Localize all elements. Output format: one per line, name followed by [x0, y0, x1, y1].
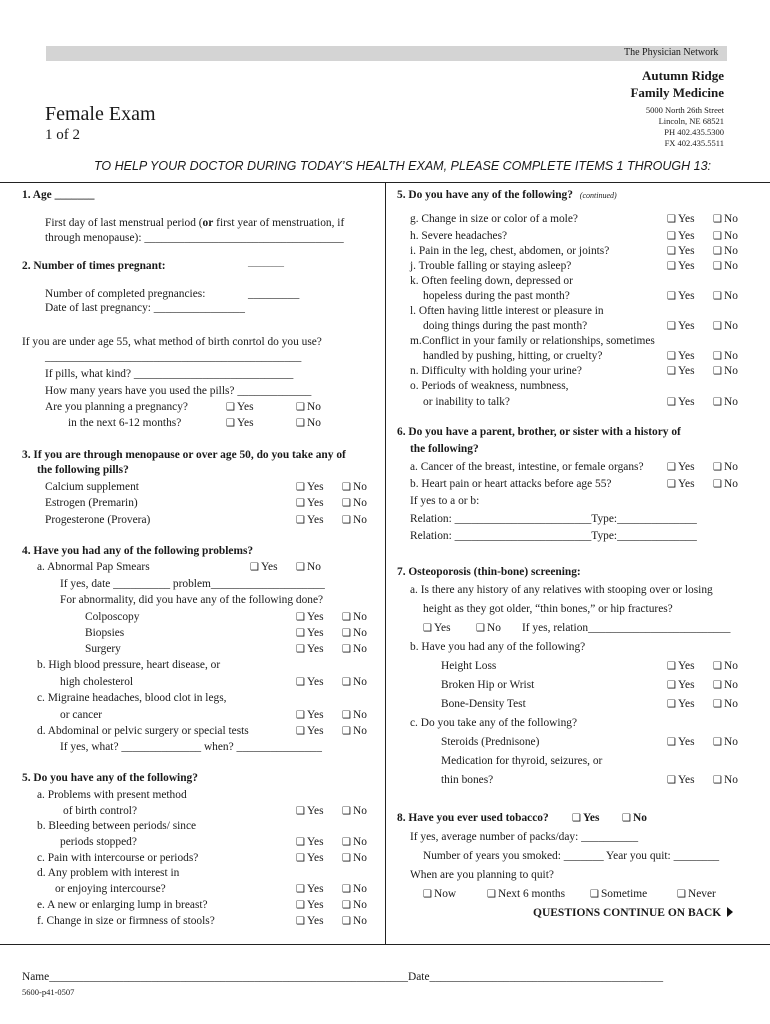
q2-completed: Number of completed pregnancies: — [45, 288, 206, 300]
q6a-cancer: a. Cancer of the breast, intestine, or female organs? — [410, 461, 644, 473]
q7-label: 7. Osteoporosis (thin-bone) screening: — [397, 566, 581, 578]
column-divider — [385, 182, 386, 944]
q5g-no[interactable]: ❑ No — [713, 213, 738, 225]
clinic-name-line1: Autumn Ridge — [642, 68, 724, 83]
page-number: 1 of 2 — [45, 127, 80, 143]
q5m-no[interactable]: ❑ No — [713, 350, 738, 362]
clinic-address1: 5000 North 26th Street — [645, 105, 724, 115]
q7b-hip-no[interactable]: ❑ No — [713, 679, 738, 691]
q7a-no[interactable]: ❑ No — [476, 622, 501, 634]
q3-item-calcium: Calcium supplement — [45, 481, 139, 493]
q4a-pap: a. Abnormal Pap Smears — [37, 561, 150, 573]
q7b-broken-hip: Broken Hip or Wrist — [441, 679, 535, 691]
q3-item-estrogen: Estrogen (Premarin) — [45, 497, 138, 509]
q5-label: 5. Do you have any of the following? — [22, 772, 198, 784]
q5k-no[interactable]: ❑ No — [713, 290, 738, 302]
q5k-line2: hopeless during the past month? — [423, 290, 570, 302]
q4c-line1: c. Migraine headaches, blood clot in legs, — [37, 692, 227, 704]
q4a-biopsies: Biopsies — [85, 627, 125, 639]
continue-note: QUESTIONS CONTINUE ON BACK — [533, 907, 733, 919]
q5j-sleep: j. Trouble falling or staying asleep? — [410, 260, 572, 272]
q8-never[interactable]: ❑ Never — [677, 888, 716, 900]
q5f-stools: f. Change in size or firmness of stools? — [37, 915, 215, 927]
q5m-line1: m.Conflict in your family or relationships, sometimes — [410, 335, 655, 347]
q5l-line2: doing things during the past month? — [423, 320, 588, 332]
q5l-line1: l. Often having little interest or pleasure in — [410, 305, 604, 317]
q6b-no[interactable]: ❑ No — [713, 478, 738, 490]
q5j-yes[interactable]: ❑ Yes — [667, 260, 695, 272]
q4a-surgery-yes[interactable]: ❑ Yes — [296, 643, 324, 655]
q2-blank[interactable]: _________ — [248, 259, 284, 268]
q8-label: 8. Have you ever used tobacco? — [397, 812, 549, 824]
q4b-no[interactable]: ❑ No — [342, 676, 367, 688]
q5n-yes[interactable]: ❑ Yes — [667, 365, 695, 377]
q5d-yes[interactable]: ❑ Yes — [296, 883, 324, 895]
q5k-yes[interactable]: ❑ Yes — [667, 290, 695, 302]
q4a-surgery: Surgery — [85, 643, 121, 655]
q5g-yes[interactable]: ❑ Yes — [667, 213, 695, 225]
q7c-steroids: Steroids (Prednisone) — [441, 736, 540, 748]
q4d-what-when: If yes, what? ______________ when? _______________ — [60, 741, 322, 753]
q5e-yes[interactable]: ❑ Yes — [296, 899, 324, 911]
instructions: TO HELP YOUR DOCTOR DURING TODAY’S HEALTH EXAM, PLEASE COMPLETE ITEMS 1 THROUGH 13: — [94, 159, 712, 173]
q8-next-6-months[interactable]: ❑ Next 6 months — [487, 888, 565, 900]
q7b-height-loss: Height Loss — [441, 660, 497, 672]
q4a-colposcopy-no[interactable]: ❑ No — [342, 611, 367, 623]
q7c-steroids-yes[interactable]: ❑ Yes — [667, 736, 695, 748]
pills-years: How many years have you used the pills? _____________ — [45, 385, 312, 397]
q5l-no[interactable]: ❑ No — [713, 320, 738, 332]
q5a-no[interactable]: ❑ No — [342, 805, 367, 817]
q4a-biopsies-no[interactable]: ❑ No — [342, 627, 367, 639]
arrow-right-icon — [727, 907, 733, 917]
q3-calcium-no[interactable]: ❑ No — [342, 481, 367, 493]
planning-when: in the next 6-12 months? — [68, 417, 182, 429]
planning-when-no[interactable]: ❑ No — [296, 417, 321, 429]
q3-label: 3. If you are through menopause or over age 50, do you take any of — [22, 449, 346, 461]
q4d-yes[interactable]: ❑ Yes — [296, 725, 324, 737]
q5d-line1: d. Any problem with interest in — [37, 867, 180, 879]
q5i-no[interactable]: ❑ No — [713, 245, 738, 257]
q5k-line1: k. Often feeling down, depressed or — [410, 275, 573, 287]
q6-if-yes: If yes to a or b: — [410, 495, 480, 507]
q4a-abnormality: For abnormality, did you have any of the following done? — [60, 594, 324, 606]
q5o-line1: o. Periods of weakness, numbness, — [410, 380, 569, 392]
q7b-height-no[interactable]: ❑ No — [713, 660, 738, 672]
q4d-no[interactable]: ❑ No — [342, 725, 367, 737]
q7c-medication-line2: thin bones? — [441, 774, 494, 786]
q5i-pain: i. Pain in the leg, chest, abdomen, or joints? — [410, 245, 610, 257]
q3-progesterone-no[interactable]: ❑ No — [342, 514, 367, 526]
q7c-med-no[interactable]: ❑ No — [713, 774, 738, 786]
q5d-no[interactable]: ❑ No — [342, 883, 367, 895]
q4d-surgery: d. Abdominal or pelvic surgery or special tests — [37, 725, 249, 737]
q6b-heart: b. Heart pain or heart attacks before age 55? — [410, 478, 612, 490]
form-code: 5600-p41-0507 — [22, 987, 75, 997]
q5e-lump: e. A new or enlarging lump in breast? — [37, 899, 208, 911]
q5c-pain: c. Pain with intercourse or periods? — [37, 852, 199, 864]
q5c-no[interactable]: ❑ No — [342, 852, 367, 864]
q3-item-progesterone: Progesterone (Provera) — [45, 514, 151, 526]
q4b-line2: high cholesterol — [60, 676, 134, 688]
q3-calcium-yes[interactable]: ❑ Yes — [296, 481, 324, 493]
birth-control-blank[interactable]: _____________________________________________ — [45, 351, 302, 363]
q5b-line1: b. Bleeding between periods/ since — [37, 820, 197, 832]
q4a-no[interactable]: ❑ No — [296, 561, 321, 573]
clinic-address2: Lincoln, NE 68521 — [658, 116, 724, 126]
clinic-phone: PH 402.435.5300 — [664, 127, 724, 137]
q5m-yes[interactable]: ❑ Yes — [667, 350, 695, 362]
q8-now[interactable]: ❑ Now — [423, 888, 456, 900]
planning-yes[interactable]: ❑ Yes — [226, 401, 254, 413]
clinic-name-line2: Family Medicine — [630, 85, 724, 100]
q6-label2: the following? — [410, 443, 479, 455]
q2-last-pregnancy: Date of last pregnancy: ________________ — [45, 302, 245, 314]
q7b-label: b. Have you had any of the following? — [410, 641, 586, 653]
q5h-no[interactable]: ❑ No — [713, 230, 738, 242]
q4a-yes[interactable]: ❑ Yes — [250, 561, 278, 573]
q5n-urine: n. Difficulty with holding your urine? — [410, 365, 582, 377]
q5m-line2: handled by pushing, hitting, or cruelty? — [423, 350, 603, 362]
q5a-line1: a. Problems with present method — [37, 789, 187, 801]
network-name: The Physician Network — [624, 47, 719, 58]
q5i-yes[interactable]: ❑ Yes — [667, 245, 695, 257]
q3-label2: the following pills? — [37, 464, 129, 476]
name-date-line[interactable]: Name_______________________________________________________________Date_________________________________________ — [22, 971, 664, 983]
q5a-line2: of birth control? — [63, 805, 138, 817]
q5a-yes[interactable]: ❑ Yes — [296, 805, 324, 817]
q5o-line2: or inability to talk? — [423, 396, 510, 408]
q5b-yes[interactable]: ❑ Yes — [296, 836, 324, 848]
divider-bottom — [0, 944, 770, 945]
q7c-medication-line1: Medication for thyroid, seizures, or — [441, 755, 603, 767]
q5b-line2: periods stopped? — [60, 836, 137, 848]
q5o-yes[interactable]: ❑ Yes — [667, 396, 695, 408]
q3-estrogen-yes[interactable]: ❑ Yes — [296, 497, 324, 509]
q7c-med-yes[interactable]: ❑ Yes — [667, 774, 695, 786]
q3-estrogen-no[interactable]: ❑ No — [342, 497, 367, 509]
q7b-density-yes[interactable]: ❑ Yes — [667, 698, 695, 710]
q8-no[interactable]: ❑ No — [622, 812, 647, 824]
q1-period-line1: First day of last menstrual period (or first year of menstruation, if — [45, 217, 345, 229]
pills-kind: If pills, what kind? ____________________________ — [45, 368, 294, 380]
q5e-no[interactable]: ❑ No — [342, 899, 367, 911]
q7b-hip-yes[interactable]: ❑ Yes — [667, 679, 695, 691]
q5l-yes[interactable]: ❑ Yes — [667, 320, 695, 332]
q5h-yes[interactable]: ❑ Yes — [667, 230, 695, 242]
q8-yes[interactable]: ❑ Yes — [572, 812, 599, 824]
q1-period-line2: through menopause): ___________________________________ — [45, 232, 344, 244]
q1-age: 1. Age _______ — [22, 189, 95, 201]
q5g-mole: g. Change in size or color of a mole? — [410, 213, 578, 225]
q5c-yes[interactable]: ❑ Yes — [296, 852, 324, 864]
q4b-yes[interactable]: ❑ Yes — [296, 676, 324, 688]
q4a-biopsies-yes[interactable]: ❑ Yes — [296, 627, 324, 639]
planning-when-yes[interactable]: ❑ Yes — [226, 417, 254, 429]
q5h-headaches: h. Severe headaches? — [410, 230, 508, 242]
q7a-relation: If yes, relation_________________________ — [522, 622, 731, 634]
q4a-surgery-no[interactable]: ❑ No — [342, 643, 367, 655]
q5n-no[interactable]: ❑ No — [713, 365, 738, 377]
q4c-no[interactable]: ❑ No — [342, 709, 367, 721]
q8-sometime[interactable]: ❑ Sometime — [590, 888, 647, 900]
page-title: Female Exam — [45, 103, 156, 125]
planning-pregnancy: Are you planning a pregnancy? — [45, 401, 188, 413]
q8-plan: When are you planning to quit? — [410, 869, 554, 881]
q4a-colposcopy-yes[interactable]: ❑ Yes — [296, 611, 324, 623]
q4a-date-problem: If yes, date __________ problem____________________ — [60, 578, 325, 590]
q2-completed-blank[interactable]: _________ — [248, 288, 300, 300]
q5-continued-label: 5. Do you have any of the following? (continued) — [397, 189, 617, 201]
q7b-density-no[interactable]: ❑ No — [713, 698, 738, 710]
birth-control-question: If you are under age 55, what method of birth conrtol do you use? — [22, 336, 322, 348]
q5b-no[interactable]: ❑ No — [342, 836, 367, 848]
q7c-steroids-no[interactable]: ❑ No — [713, 736, 738, 748]
q6a-yes[interactable]: ❑ Yes — [667, 461, 695, 473]
q3-progesterone-yes[interactable]: ❑ Yes — [296, 514, 324, 526]
q5d-line2: or enjoying intercourse? — [55, 883, 166, 895]
q5f-yes[interactable]: ❑ Yes — [296, 915, 324, 927]
q5o-no[interactable]: ❑ No — [713, 396, 738, 408]
q4c-yes[interactable]: ❑ Yes — [296, 709, 324, 721]
q4a-colposcopy: Colposcopy — [85, 611, 140, 623]
q8-packs: If yes, average number of packs/day: __________ — [410, 831, 639, 843]
q4c-line2: or cancer — [60, 709, 103, 721]
q5f-no[interactable]: ❑ No — [342, 915, 367, 927]
q7a-line2: height as they got older, “thin bones,” or hip fractures? — [423, 603, 673, 615]
clinic-fax: FX 402.435.5511 — [664, 138, 724, 148]
q7c-label: c. Do you take any of the following? — [410, 717, 578, 729]
planning-no[interactable]: ❑ No — [296, 401, 321, 413]
q5j-no[interactable]: ❑ No — [713, 260, 738, 272]
q7b-height-yes[interactable]: ❑ Yes — [667, 660, 695, 672]
q4b-line1: b. High blood pressure, heart disease, or — [37, 659, 221, 671]
q6-label: 6. Do you have a parent, brother, or sister with a history of — [397, 426, 681, 438]
q6a-no[interactable]: ❑ No — [713, 461, 738, 473]
q6-relation1[interactable]: Relation: ________________________Type:______________ — [410, 513, 697, 525]
q6-relation2[interactable]: Relation: ________________________Type:______________ — [410, 530, 697, 542]
q8-years: Number of years you smoked: _______ Year you quit: ________ — [423, 850, 720, 862]
q7b-bone-density: Bone-Density Test — [441, 698, 526, 710]
q4-label: 4. Have you had any of the following problems? — [22, 545, 254, 557]
q6b-yes[interactable]: ❑ Yes — [667, 478, 695, 490]
q7a-line1: a. Is there any history of any relatives with stooping over or losing — [410, 584, 713, 596]
q2-label: 2. Number of times pregnant: — [22, 260, 166, 272]
q7a-yes[interactable]: ❑ Yes — [423, 622, 451, 634]
